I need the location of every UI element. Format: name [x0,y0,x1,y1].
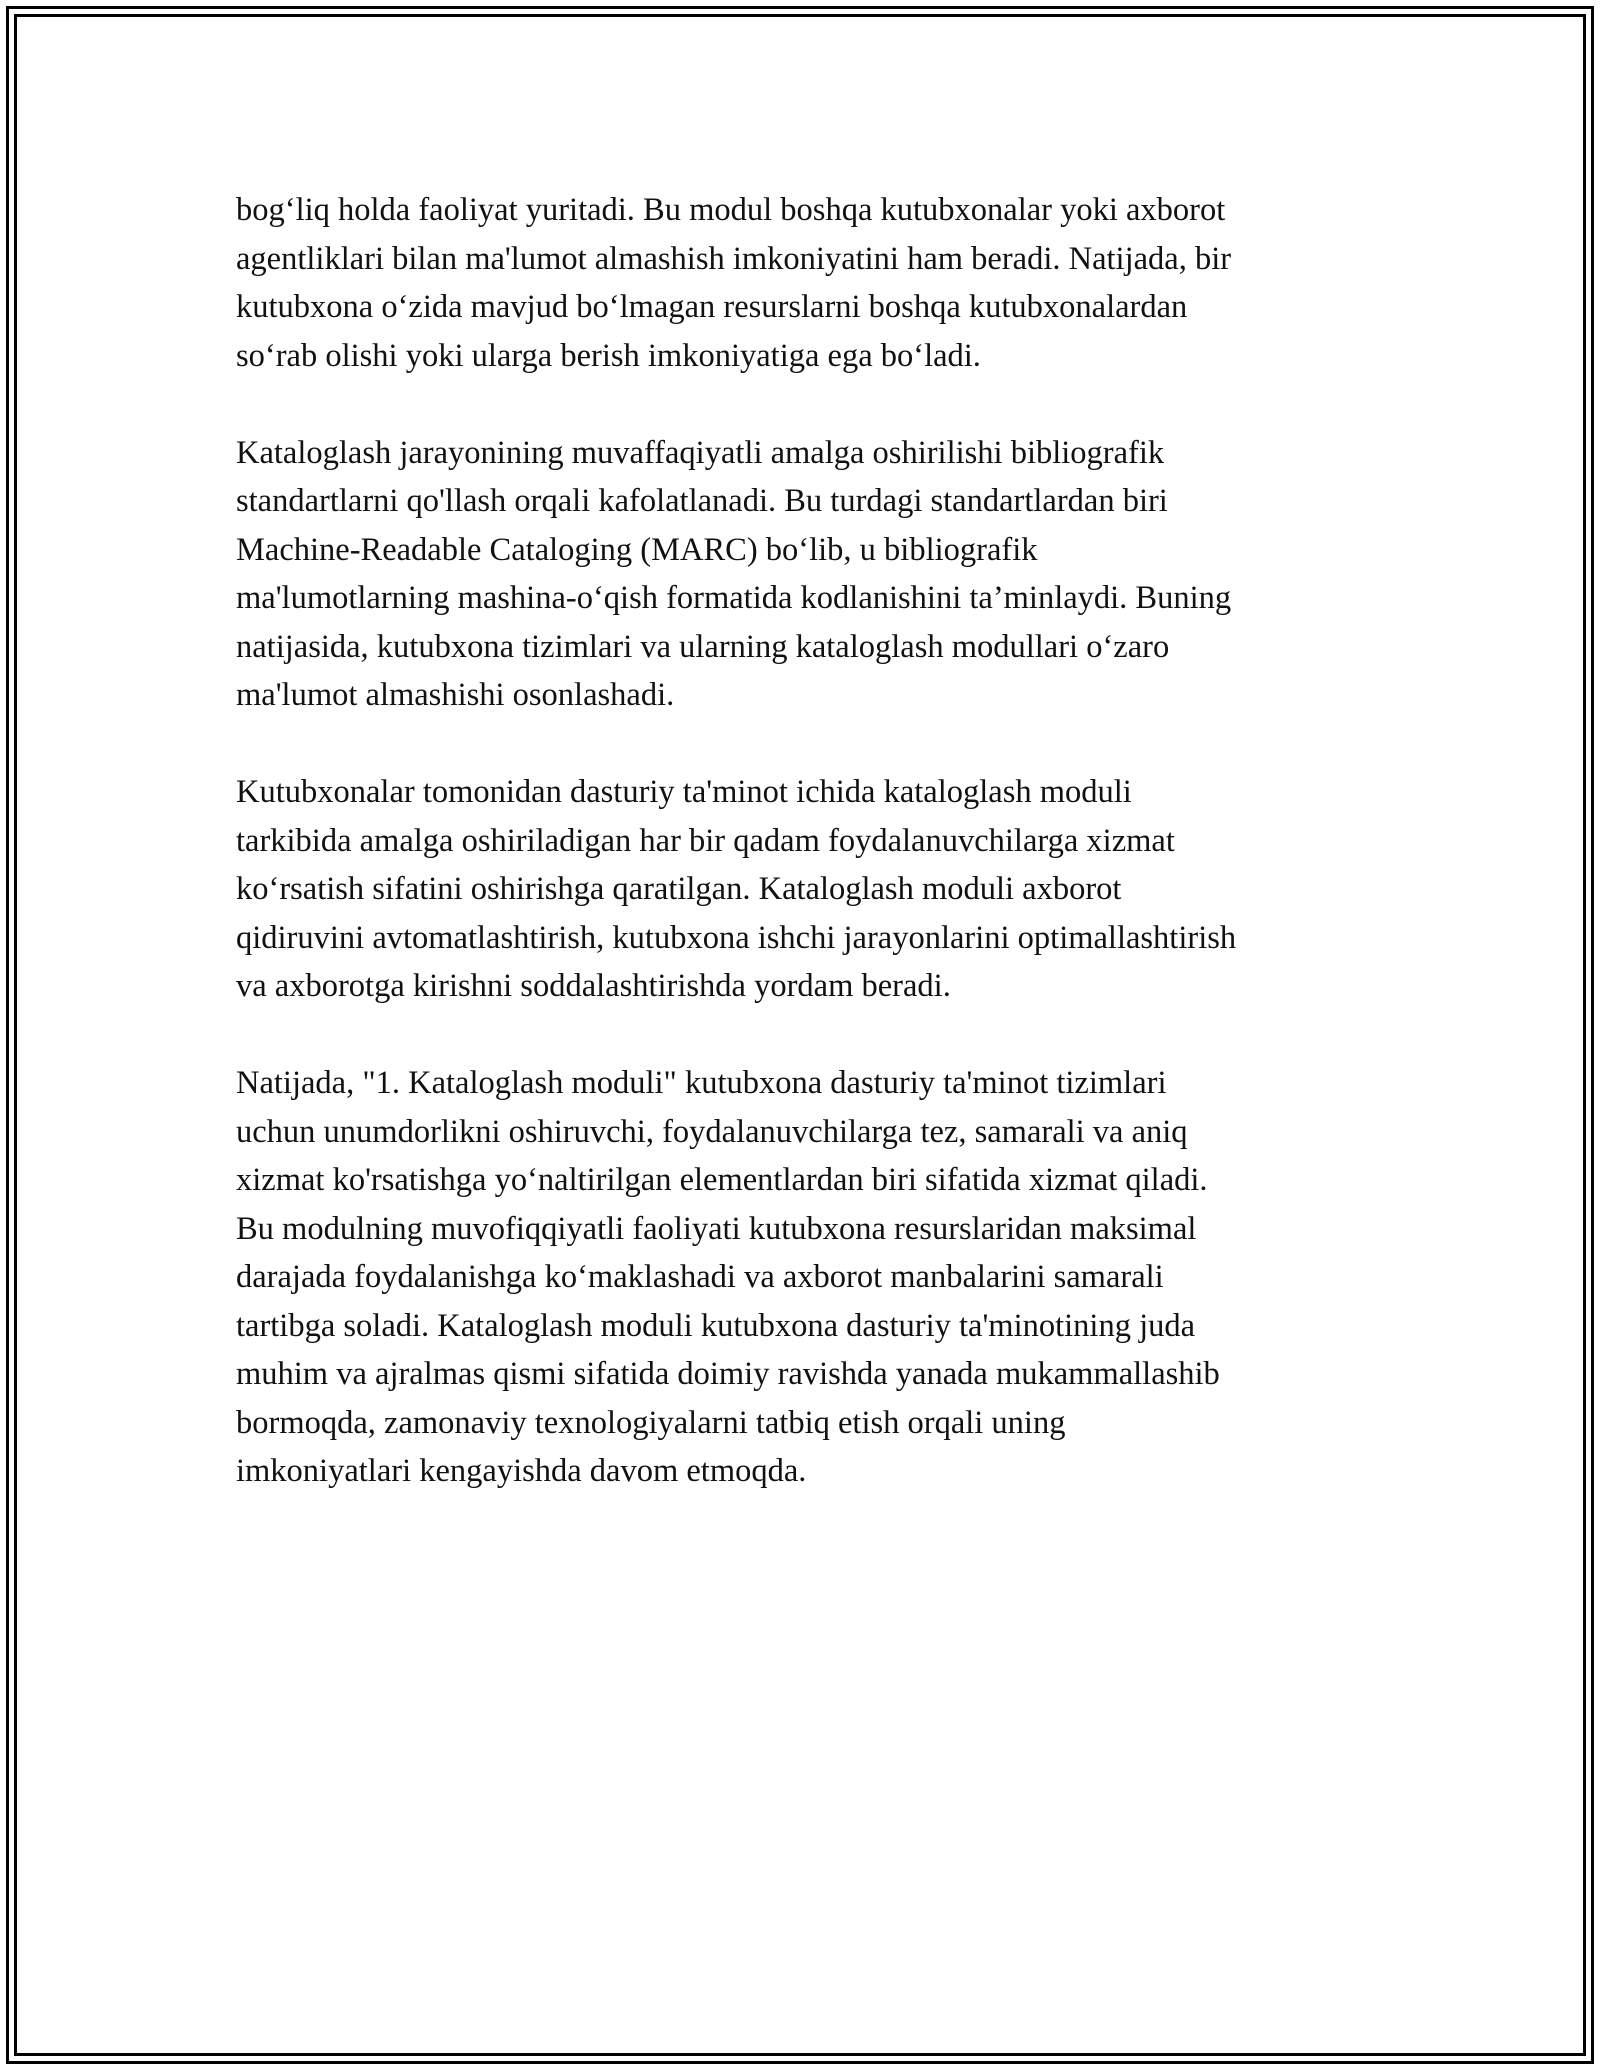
text-line: Kataloglash jarayonining muvaffaqiyatli amalga oshirilishi bibliografik [236,434,1165,471]
text-line: Bu modulning muvofiqqiyatli faoliyati kutubxona resurslaridan maksimal [236,1210,1197,1247]
text-line: so‘rab olishi yoki ularga berish imkoniyatiga ega bo‘ladi. [236,337,981,374]
text-line: Kutubxonalar tomonidan dasturiy ta'minot ichida kataloglash moduli [236,774,1132,810]
text-line: bog‘liq holda faoliyat yuritadi. Bu modul boshqa kutubxonalar yoki axborot [236,192,1226,228]
text-line: bormoqda, zamonaviy texnologiyalarni tatbiq etish orqali uning [236,1404,1066,1441]
text-line: standartlarni qo'llash orqali kafolatlanadi. Bu turdagi standartlardan biri [236,483,1168,519]
text-line: Natijada, "1. Kataloglash moduli" kutubxona dasturiy ta'minot tizimlari [236,1065,1167,1101]
text-line: tarkibida amalga oshiriladigan har bir qadam foydalanuvchilarga xizmat [236,822,1175,859]
paragraph-2 [236,429,1386,720]
text-line: qidiruvini avtomatlashtirish, kutubxona ishchi jarayonlarini optimallashtirish [236,919,1237,956]
text-line: ma'lumotlarning mashina-o‘qish formatida kodlanishini ta’minlaydi. Buning [236,580,1232,616]
text-line: tartibga soladi. Kataloglash moduli kutubxona dasturiy ta'minotining juda [236,1307,1196,1344]
paragraph-4 [236,1059,1386,1496]
text-line: imkoniyatlari kengayishda davom etmoqda. [236,1453,807,1489]
text-line: darajada foydalanishga ko‘maklashadi va axborot manbalarini samarali [236,1259,1164,1295]
paragraph-3 [236,768,1386,1011]
document-body [236,186,1386,1544]
text-line: Machine-Readable Cataloging (MARC) bo‘lib, u bibliografik [236,531,1038,568]
text-line: agentliklari bilan ma'lumot almashish imkoniyatini ham beradi. Natijada, bir [236,240,1232,277]
text-line: va axborotga kirishni soddalashtirishda yordam beradi. [236,968,951,1004]
text-line: uchun unumdorlikni oshiruvchi, foydalanuvchilarga tez, samarali va aniq [236,1113,1188,1150]
text-line: xizmat ko'rsatishga yo‘naltirilgan elementlardan biri sifatida xizmat qiladi. [236,1162,1208,1198]
text-line: natijasida, kutubxona tizimlari va ularning kataloglash modullari o‘zaro [236,628,1170,665]
text-line: muhim va ajralmas qismi sifatida doimiy ravishda yanada mukammallashib [236,1356,1220,1392]
text-line: kutubxona o‘zida mavjud bo‘lmagan resurslarni boshqa kutubxonalardan [236,289,1188,325]
text-line: ma'lumot almashishi osonlashadi. [236,677,675,713]
text-line: ko‘rsatish sifatini oshirishga qaratilgan. Kataloglash moduli axborot [236,871,1122,907]
paragraph-1 [236,186,1386,380]
